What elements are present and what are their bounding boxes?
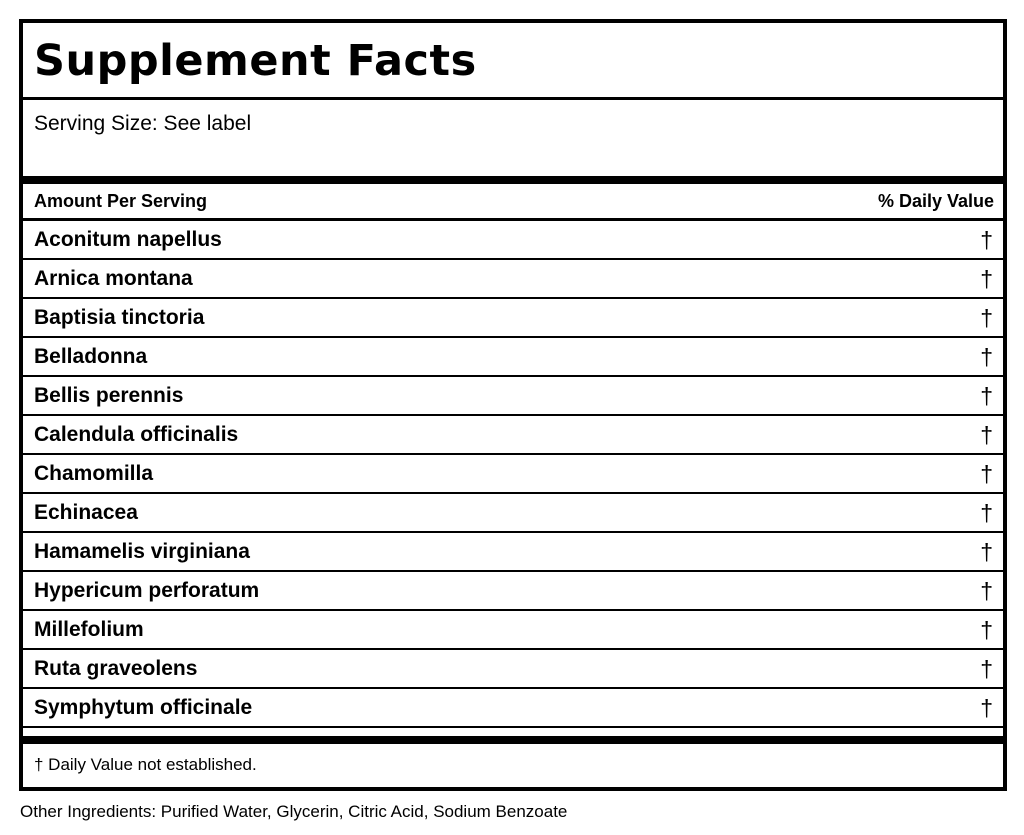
column-header-row [23, 184, 1003, 221]
daily-value-dagger: † [980, 656, 993, 682]
ingredient-name: Chamomilla [34, 462, 154, 485]
ingredient-row [23, 533, 1003, 572]
daily-value-dagger: † [980, 383, 993, 409]
daily-value-dagger: † [980, 539, 993, 565]
daily-value-dagger: † [980, 422, 993, 448]
ingredient-row [23, 572, 1003, 611]
daily-value-dagger: † [980, 344, 993, 370]
ingredient-row [23, 455, 1003, 494]
ingredient-name: Baptisia tinctoria [34, 306, 205, 329]
other-ingredients: Other Ingredients: Purified Water, Glycerin, Citric Acid, Sodium Benzoate [20, 802, 568, 821]
daily-value-dagger: † [980, 500, 993, 526]
ingredient-row [23, 611, 1003, 650]
ingredient-row [23, 221, 1003, 260]
ingredient-row [23, 260, 1003, 299]
ingredient-list [23, 221, 1003, 728]
serving-size: Serving Size: See label [34, 112, 252, 135]
daily-value-dagger: † [980, 305, 993, 331]
supplement-facts-panel [19, 19, 1007, 791]
ingredient-row [23, 299, 1003, 338]
panel-title: Supplement Facts [34, 36, 477, 86]
daily-value-dagger: † [980, 695, 993, 721]
ingredient-name: Hypericum perforatum [34, 579, 260, 602]
title-row [23, 23, 1003, 100]
serving-size-row [23, 100, 1003, 184]
ingredient-name: Millefolium [34, 618, 144, 641]
amount-per-serving-header: Amount Per Serving [34, 191, 208, 211]
daily-value-dagger: † [980, 578, 993, 604]
ingredient-name: Hamamelis virginiana [34, 540, 250, 563]
ingredient-name: Symphytum officinale [34, 696, 253, 719]
ingredient-name: Belladonna [34, 345, 148, 368]
footnote-row [23, 744, 1003, 784]
ingredient-name: Echinacea [34, 501, 138, 524]
ingredient-row [23, 416, 1003, 455]
ingredient-name: Arnica montana [34, 267, 193, 290]
daily-value-dagger: † [980, 227, 993, 253]
ingredient-row [23, 377, 1003, 416]
daily-value-dagger: † [980, 266, 993, 292]
thick-divider [23, 736, 1003, 744]
ingredient-row [23, 689, 1003, 728]
ingredient-row [23, 338, 1003, 377]
daily-value-dagger: † [980, 461, 993, 487]
ingredient-name: Aconitum napellus [34, 228, 222, 251]
ingredient-name: Calendula officinalis [34, 423, 239, 446]
daily-value-header: % Daily Value [877, 191, 994, 211]
ingredient-row [23, 494, 1003, 533]
daily-value-dagger: † [980, 617, 993, 643]
ingredient-name: Ruta graveolens [34, 657, 198, 680]
ingredient-row [23, 650, 1003, 689]
footnote-text: † Daily Value not established. [34, 755, 257, 774]
ingredient-name: Bellis perennis [34, 384, 184, 407]
